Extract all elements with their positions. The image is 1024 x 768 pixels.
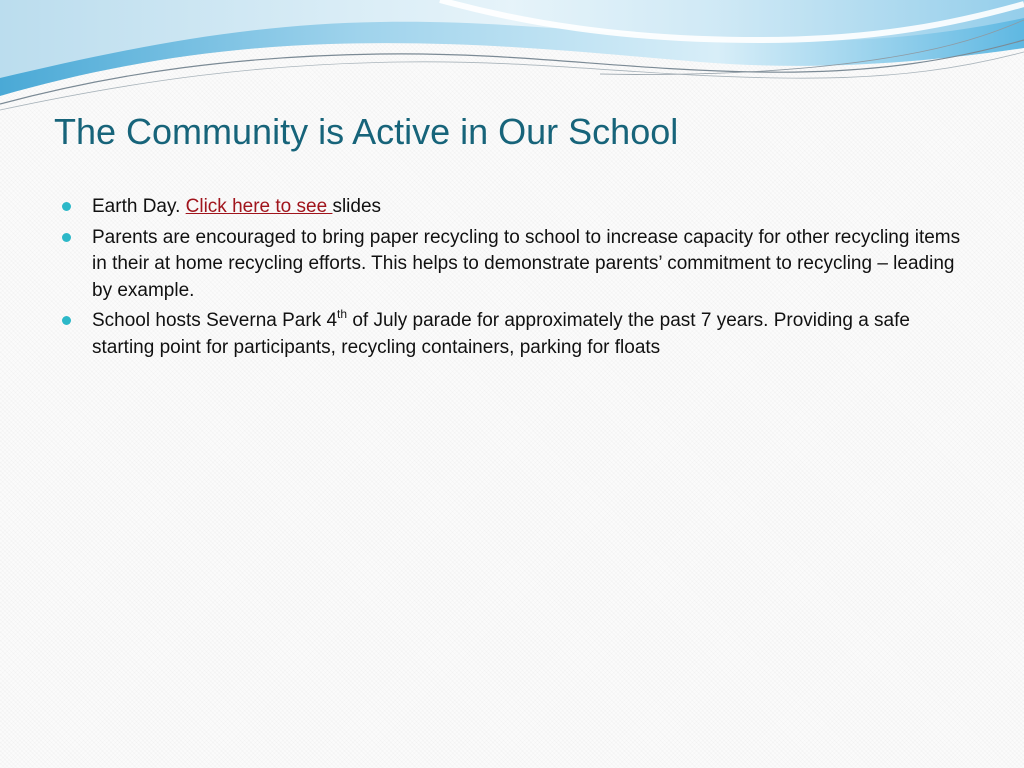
bullet-item-paper-recycling — [62, 225, 962, 305]
paper-recycling-text: Parents are encouraged to bring paper recycling to school to increase capacity for other recycling items in their at home recycling efforts. This helps to demonstrate parents’ commitment to recycling – leading by example. — [92, 226, 961, 301]
bullet-item-earth-day — [62, 194, 962, 221]
parade-text-start: School hosts Severna Park 4 — [92, 310, 338, 331]
parade-text-end: of July parade for approximately the past 7 years. Providing a safe starting point for participants, recycling containers, parking for floats — [92, 310, 910, 358]
bullet-icon — [62, 316, 71, 325]
bullet-list — [62, 194, 962, 365]
earth-day-slides-link[interactable]: Click here to see — [185, 196, 333, 217]
earth-day-suffix: slides — [332, 196, 382, 217]
ordinal-superscript: th — [337, 306, 348, 321]
earth-day-label: Earth Day. — [92, 196, 186, 217]
bullet-icon — [62, 202, 71, 211]
bullet-icon — [62, 233, 71, 242]
header-wave-decoration — [0, 0, 1024, 120]
slide-title: The Community is Active in Our School — [54, 111, 679, 152]
bullet-item-parade — [62, 308, 962, 361]
